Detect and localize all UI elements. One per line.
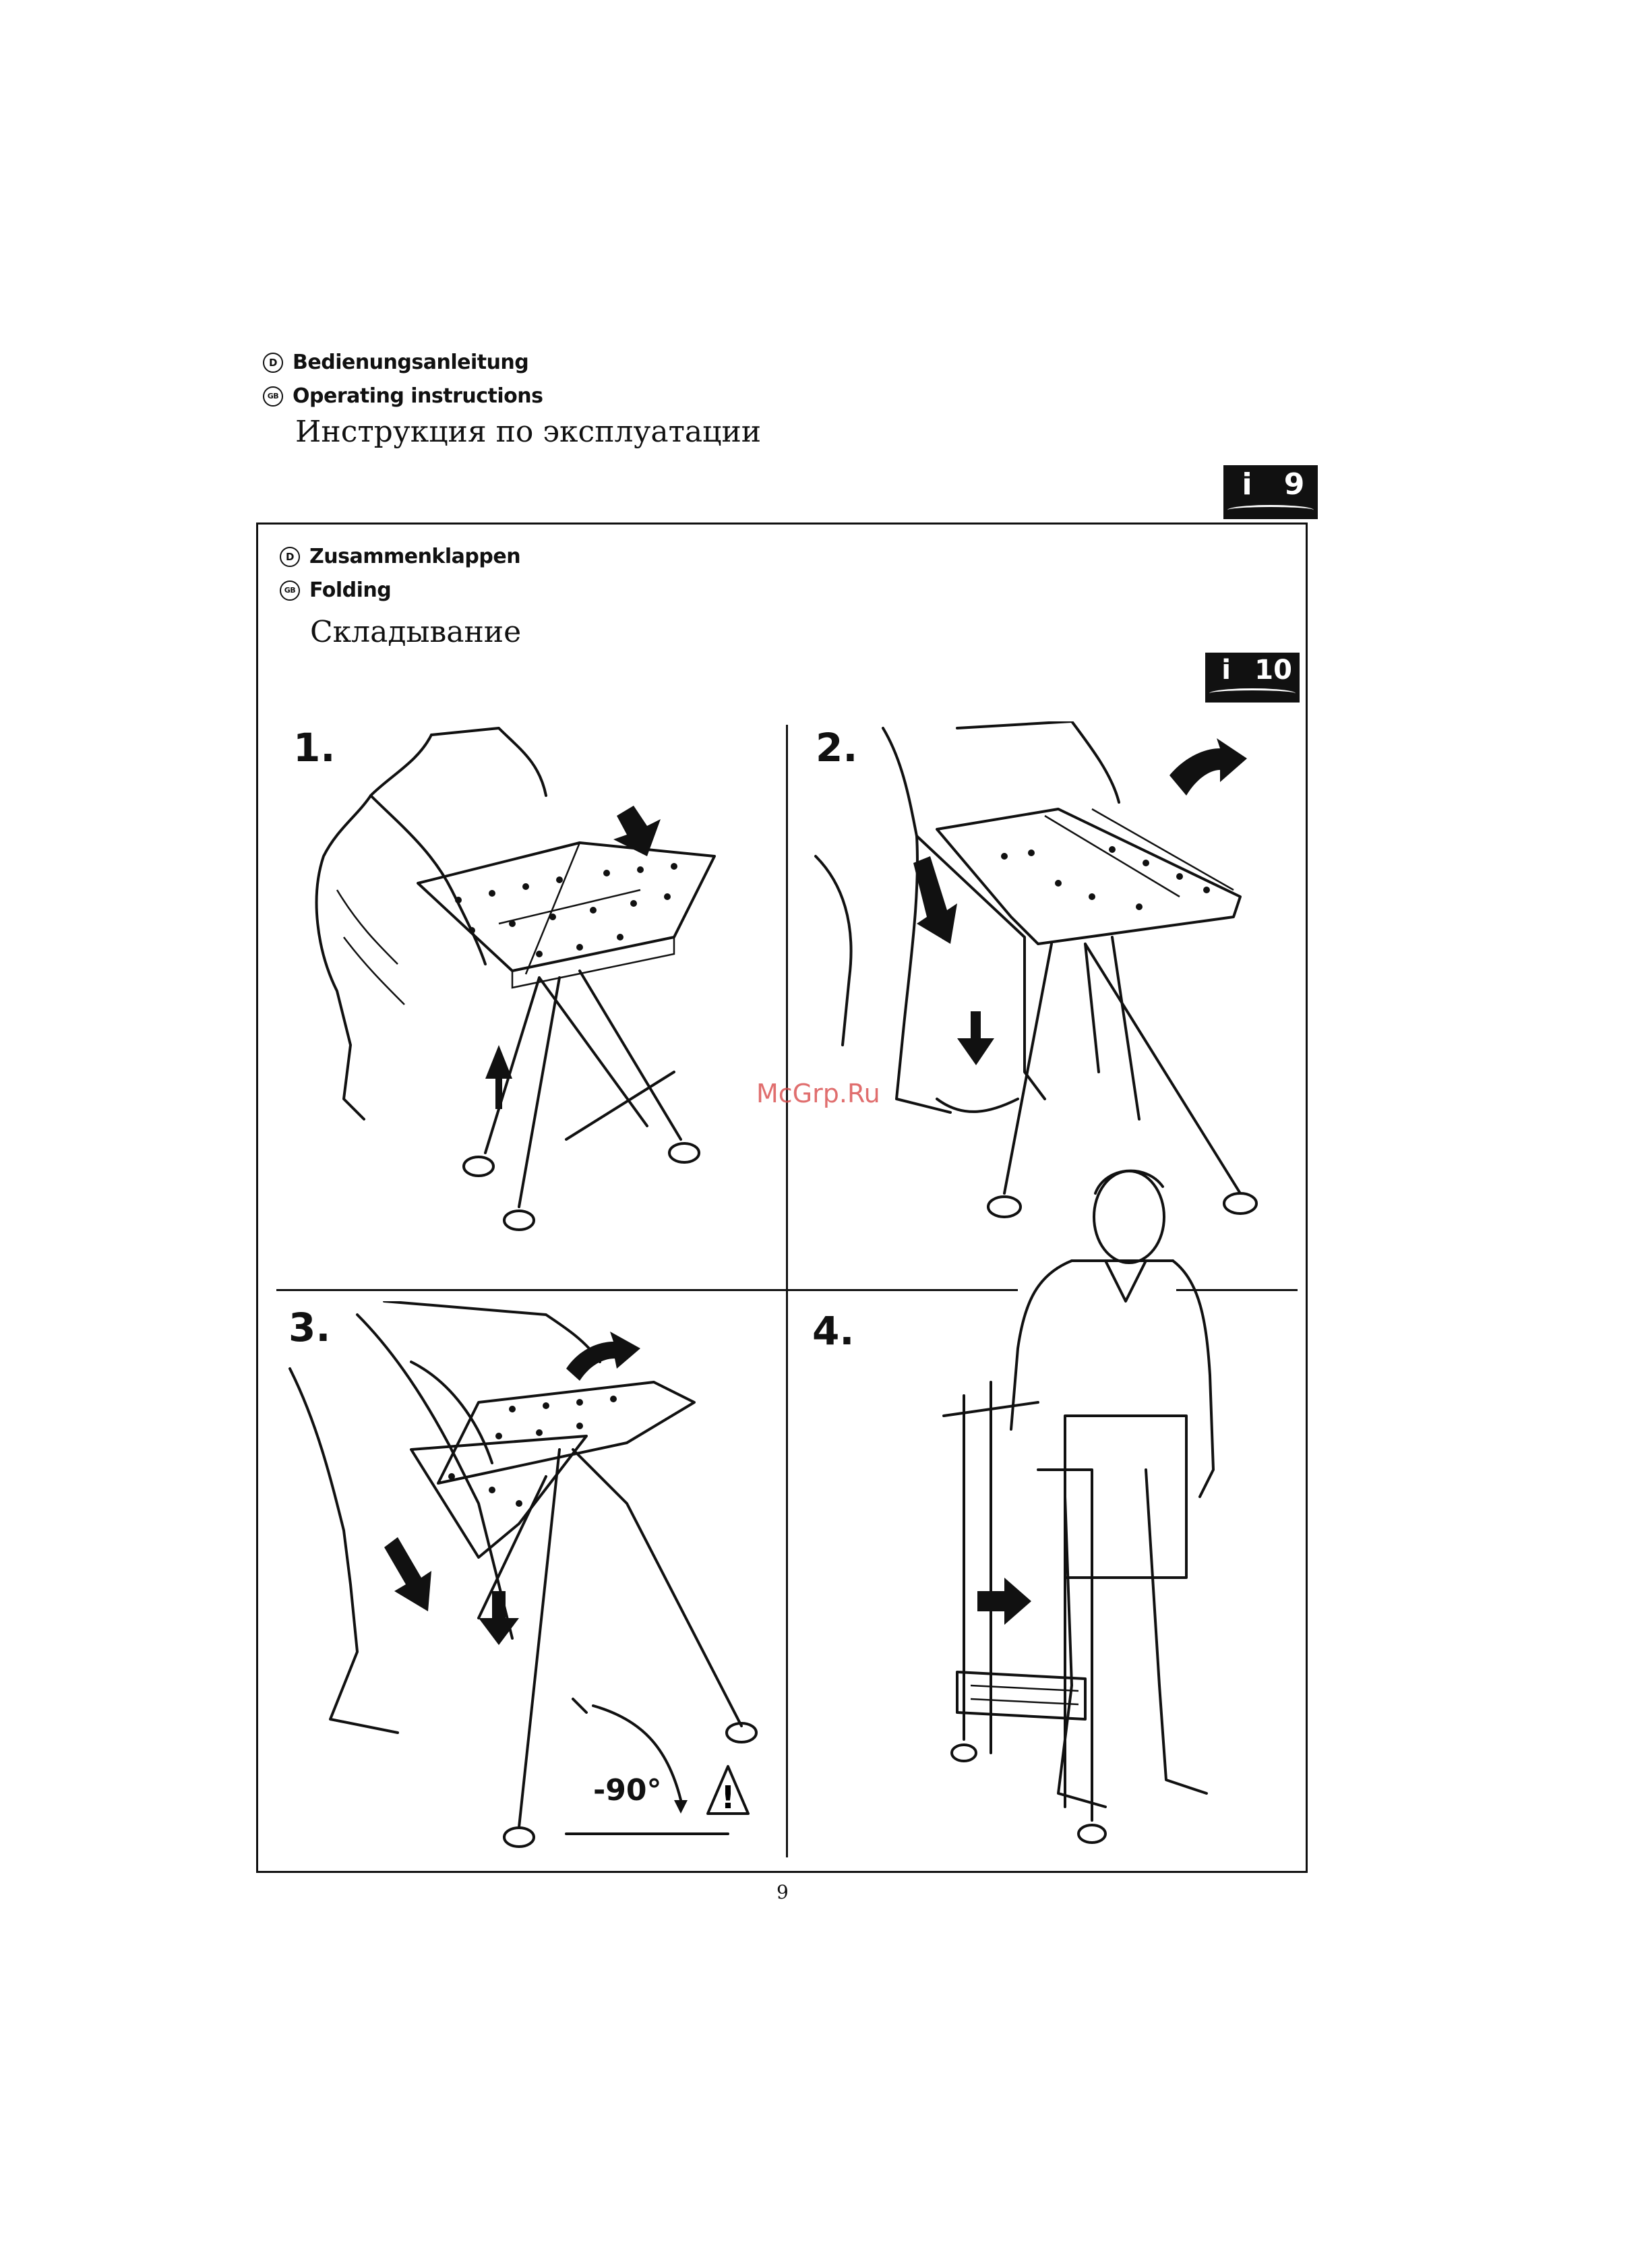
flag-de-icon: D [263, 353, 283, 373]
workbench-foot [504, 1828, 534, 1847]
person-clothes-folds [337, 890, 404, 1005]
person-torso [431, 728, 546, 796]
folded-bench-step-grip [971, 1685, 1078, 1704]
book-icon [1227, 505, 1314, 515]
angle-arrow-start [573, 1699, 586, 1712]
step-3-illustration [276, 1301, 775, 1854]
folded-bench-top [1065, 1416, 1186, 1578]
person-head [1094, 1171, 1164, 1263]
badge-page-number: 10 [1254, 654, 1292, 686]
header-line-gb [263, 384, 543, 408]
section-text-gb: Folding [309, 578, 392, 602]
person-front-leg [357, 1315, 512, 1638]
push-down-arrow-icon [384, 1537, 431, 1611]
workbench-foot [669, 1143, 699, 1162]
info-page-9-badge [1223, 465, 1318, 519]
book-icon [1209, 688, 1296, 698]
person-arm [384, 1301, 600, 1362]
workbench-foot [1078, 1825, 1105, 1843]
header-text-gb: Operating instructions [293, 384, 543, 408]
workbench-jaw-split [1045, 809, 1234, 897]
workbench-step-bar [566, 1072, 674, 1139]
workbench-top [438, 1382, 694, 1483]
flag-de-icon: D [280, 547, 300, 567]
section-text-de: Zusammenklappen [309, 545, 521, 568]
workbench-top-edge [512, 937, 674, 988]
step-3-label: 3. [288, 1305, 331, 1350]
person-foot [937, 1099, 1018, 1112]
section-line-gb [280, 578, 391, 602]
workbench-foot [504, 1211, 534, 1230]
vertical-divider [786, 725, 788, 1857]
folded-bench-leg [1038, 1443, 1092, 1820]
badge-page-number: 9 [1283, 467, 1305, 502]
step-down-arrow-icon [957, 1011, 994, 1065]
info-icon: i [1242, 467, 1252, 502]
workbench-foot [952, 1745, 976, 1761]
info-icon: i [1221, 654, 1231, 686]
info-page-10-badge [1205, 653, 1300, 703]
workbench-legs [485, 971, 681, 1207]
watermark: McGrp.Ru [756, 1079, 880, 1108]
workbench-top [937, 809, 1240, 944]
step-1-label: 1. [293, 725, 336, 771]
warning-symbol: ! [721, 1779, 735, 1816]
press-down-arrow-icon [613, 806, 661, 856]
step-4-illustration [903, 1146, 1227, 1868]
flag-gb-icon: GB [280, 580, 300, 601]
header-text-de: Bedienungsanleitung [293, 351, 529, 374]
workbench-foot [1224, 1193, 1256, 1214]
person-collar [1072, 1261, 1173, 1301]
carry-arrow-icon [977, 1578, 1031, 1625]
person-back-leg [816, 856, 851, 1045]
section-line-de [280, 545, 520, 568]
person-left-leg [317, 735, 431, 1119]
person-legs [1058, 1470, 1207, 1807]
header-line-de [263, 351, 528, 374]
person-right-arm [1173, 1261, 1213, 1497]
header-russian-title: Инструкция по эксплуатации [295, 415, 762, 449]
step-4-label: 4. [812, 1308, 855, 1354]
angle-arrow-icon [674, 1800, 688, 1814]
lift-up-arrow-icon [1169, 738, 1247, 796]
person-torso [957, 721, 1119, 802]
flag-gb-icon: GB [263, 386, 283, 407]
workbench-foot [464, 1157, 493, 1176]
person-back-leg [290, 1369, 398, 1733]
lift-up-arrow-icon [485, 1045, 512, 1109]
workbench-holes [1001, 846, 1210, 910]
step-1-illustration [297, 721, 768, 1274]
angle-label: -90° [593, 1773, 662, 1808]
section-russian-title: Складывание [310, 615, 522, 649]
page-number: 9 [777, 1881, 789, 1903]
step-2-label: 2. [816, 725, 858, 771]
workbench-jaw-split [499, 843, 640, 974]
